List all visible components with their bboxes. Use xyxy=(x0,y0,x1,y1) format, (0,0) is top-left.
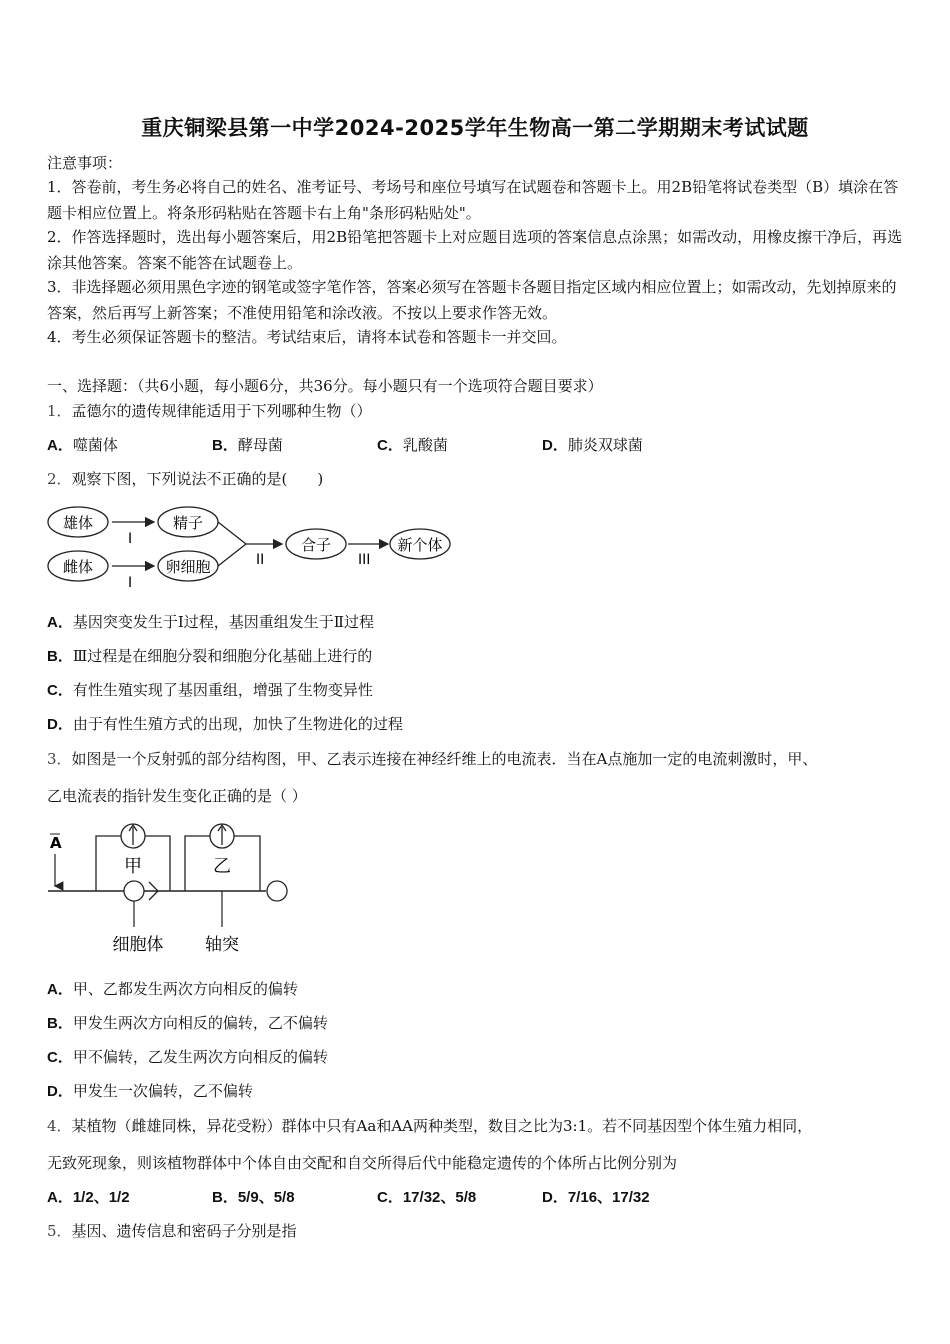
svg-text:合子: 合子 xyxy=(300,536,332,554)
q4-option-b[interactable]: B．5/9、5/8 xyxy=(212,1189,295,1206)
q3-option-b[interactable]: B．甲发生两次方向相反的偏转，乙不偏转 xyxy=(47,1014,328,1032)
question-1-stem xyxy=(47,400,372,421)
question-4-stem-line2: 无致死现象，则该植物群体中个体自由交配和自交所得后代中能稳定遗传的个体所占比例分别为 xyxy=(47,1154,678,1172)
notice-item-3: 3．非选择题必须用黑色字迹的钢笔或签字笔作答，答案必须写在答题卡各题目指定区域内相应位置上；如需改动，先划掉原来的答案，然后再写上新答案；不准使用铅笔和涂改液。不按以上要求作答无效。 xyxy=(47,278,897,322)
q4-option-d[interactable]: D．7/16、17/32 xyxy=(542,1189,650,1206)
question-3-stem-line2: 乙电流表的指针发生变化正确的是（ ） xyxy=(47,787,307,805)
notice-item-4: 4．考生必须保证答题卡的整洁。考试结束后，请将本试卷和答题卡一并交回。 xyxy=(47,328,567,346)
notice-item-1: 1．答卷前，考生务必将自己的姓名、准考证号、考场号和座位号填写在试题卷和答题卡上。用2B铅笔将试卷类型（B）填涂在答题卡相应位置上。将条形码粘贴在答题卡右上角"条形码粘贴处"。 xyxy=(47,178,899,222)
step-1-label-bottom: I xyxy=(128,575,133,591)
question-text: 某植物（雌雄同株，异花受粉）群体中只有Aa和AA两种类型，数目之比为3:1。若不同基因型个体生殖力相同， xyxy=(71,1117,813,1135)
egg-node xyxy=(158,551,218,581)
question-number: 4． xyxy=(47,1117,72,1135)
sperm-node xyxy=(158,507,218,537)
svg-text:新个体: 新个体 xyxy=(397,536,443,554)
reflex-arc-diagram xyxy=(40,812,300,960)
axon-end-circle xyxy=(267,881,287,901)
svg-text:精子: 精子 xyxy=(172,514,204,532)
reproduction-diagram xyxy=(40,498,460,593)
q4-option-a[interactable]: A．1/2、1/2 xyxy=(47,1189,130,1206)
meter-2-label: 乙 xyxy=(213,856,231,877)
q2-option-a[interactable]: A．基因突变发生于Ⅰ过程，基因重组发生于Ⅱ过程 xyxy=(47,613,374,631)
q1-option-d[interactable]: D．肺炎双球菌 xyxy=(542,436,643,454)
step-3-label: III xyxy=(358,552,371,568)
question-number: 2． xyxy=(47,470,72,488)
question-2-stem xyxy=(47,468,323,489)
q1-option-a[interactable]: A．噬菌体 xyxy=(47,436,118,454)
question-text: 如图是一个反射弧的部分结构图，甲、乙表示连接在神经纤维上的电流表．当在A点施加一定的电流刺激时，甲、 xyxy=(71,750,818,768)
q1-option-b[interactable]: B．酵母菌 xyxy=(212,436,283,454)
q3-option-c[interactable]: C．甲不偏转，乙发生两次方向相反的偏转 xyxy=(47,1048,328,1066)
q4-option-c[interactable]: C．17/32、5/8 xyxy=(377,1189,477,1206)
svg-text:卵细胞: 卵细胞 xyxy=(165,558,211,576)
question-number: 3． xyxy=(47,750,72,768)
exam-title: 重庆铜梁县第一中学2024-2025学年生物高一第二学期期末考试试题 xyxy=(141,116,809,140)
question-3-stem-line1 xyxy=(47,748,817,769)
meter-2-gauge xyxy=(210,824,234,848)
svg-text:雌体: 雌体 xyxy=(62,558,94,576)
question-number: 1． xyxy=(47,402,72,420)
notice-heading: 注意事项： xyxy=(47,154,123,172)
male-node xyxy=(48,507,108,537)
merge-line-bottom xyxy=(218,544,246,566)
q1-option-c[interactable]: C．乳酸菌 xyxy=(377,436,448,454)
step-1-label-top: I xyxy=(128,531,133,547)
question-4-stem-line1 xyxy=(47,1115,812,1136)
new-individual-node xyxy=(390,529,450,559)
svg-text:雄体: 雄体 xyxy=(62,514,94,532)
q2-option-b[interactable]: B．Ⅲ过程是在细胞分裂和细胞分化基础上进行的 xyxy=(47,647,373,665)
q3-option-a[interactable]: A．甲、乙都发生两次方向相反的偏转 xyxy=(47,980,298,998)
soma-label: 细胞体 xyxy=(112,935,164,955)
axon-label: 轴突 xyxy=(205,935,239,955)
merge-line-top xyxy=(218,522,246,544)
cell-body-circle xyxy=(124,881,144,901)
question-5-stem xyxy=(47,1220,297,1241)
q3-option-d[interactable]: D．甲发生一次偏转，乙不偏转 xyxy=(47,1082,253,1100)
zygote-node xyxy=(286,529,346,559)
question-text: 孟德尔的遗传规律能适用于下列哪种生物（） xyxy=(71,402,372,420)
female-node xyxy=(48,551,108,581)
meter-1-gauge xyxy=(121,824,145,848)
section-heading: 一、选择题：（共6小题，每小题6分，共36分。每小题只有一个选项符合题目要求） xyxy=(47,377,603,395)
step-2-label: II xyxy=(256,552,265,568)
notice-item-2: 2．作答选择题时，选出每小题答案后，用2B铅笔把答题卡上对应题目选项的答案信息点涂黑；如需改动，用橡皮擦干净后，再选涂其他答案。答案不能答在试题卷上。 xyxy=(47,228,903,272)
q2-option-d[interactable]: D．由于有性生殖方式的出现，加快了生物进化的过程 xyxy=(47,715,403,733)
q2-option-c[interactable]: C．有性生殖实现了基因重组，增强了生物变异性 xyxy=(47,681,373,699)
question-text: 观察下图，下列说法不正确的是( ) xyxy=(71,470,324,488)
meter-1-label: 甲 xyxy=(124,856,142,877)
point-a-label: A xyxy=(50,834,62,852)
question-text: 基因、遗传信息和密码子分别是指 xyxy=(71,1222,297,1240)
question-number: 5． xyxy=(47,1222,72,1240)
